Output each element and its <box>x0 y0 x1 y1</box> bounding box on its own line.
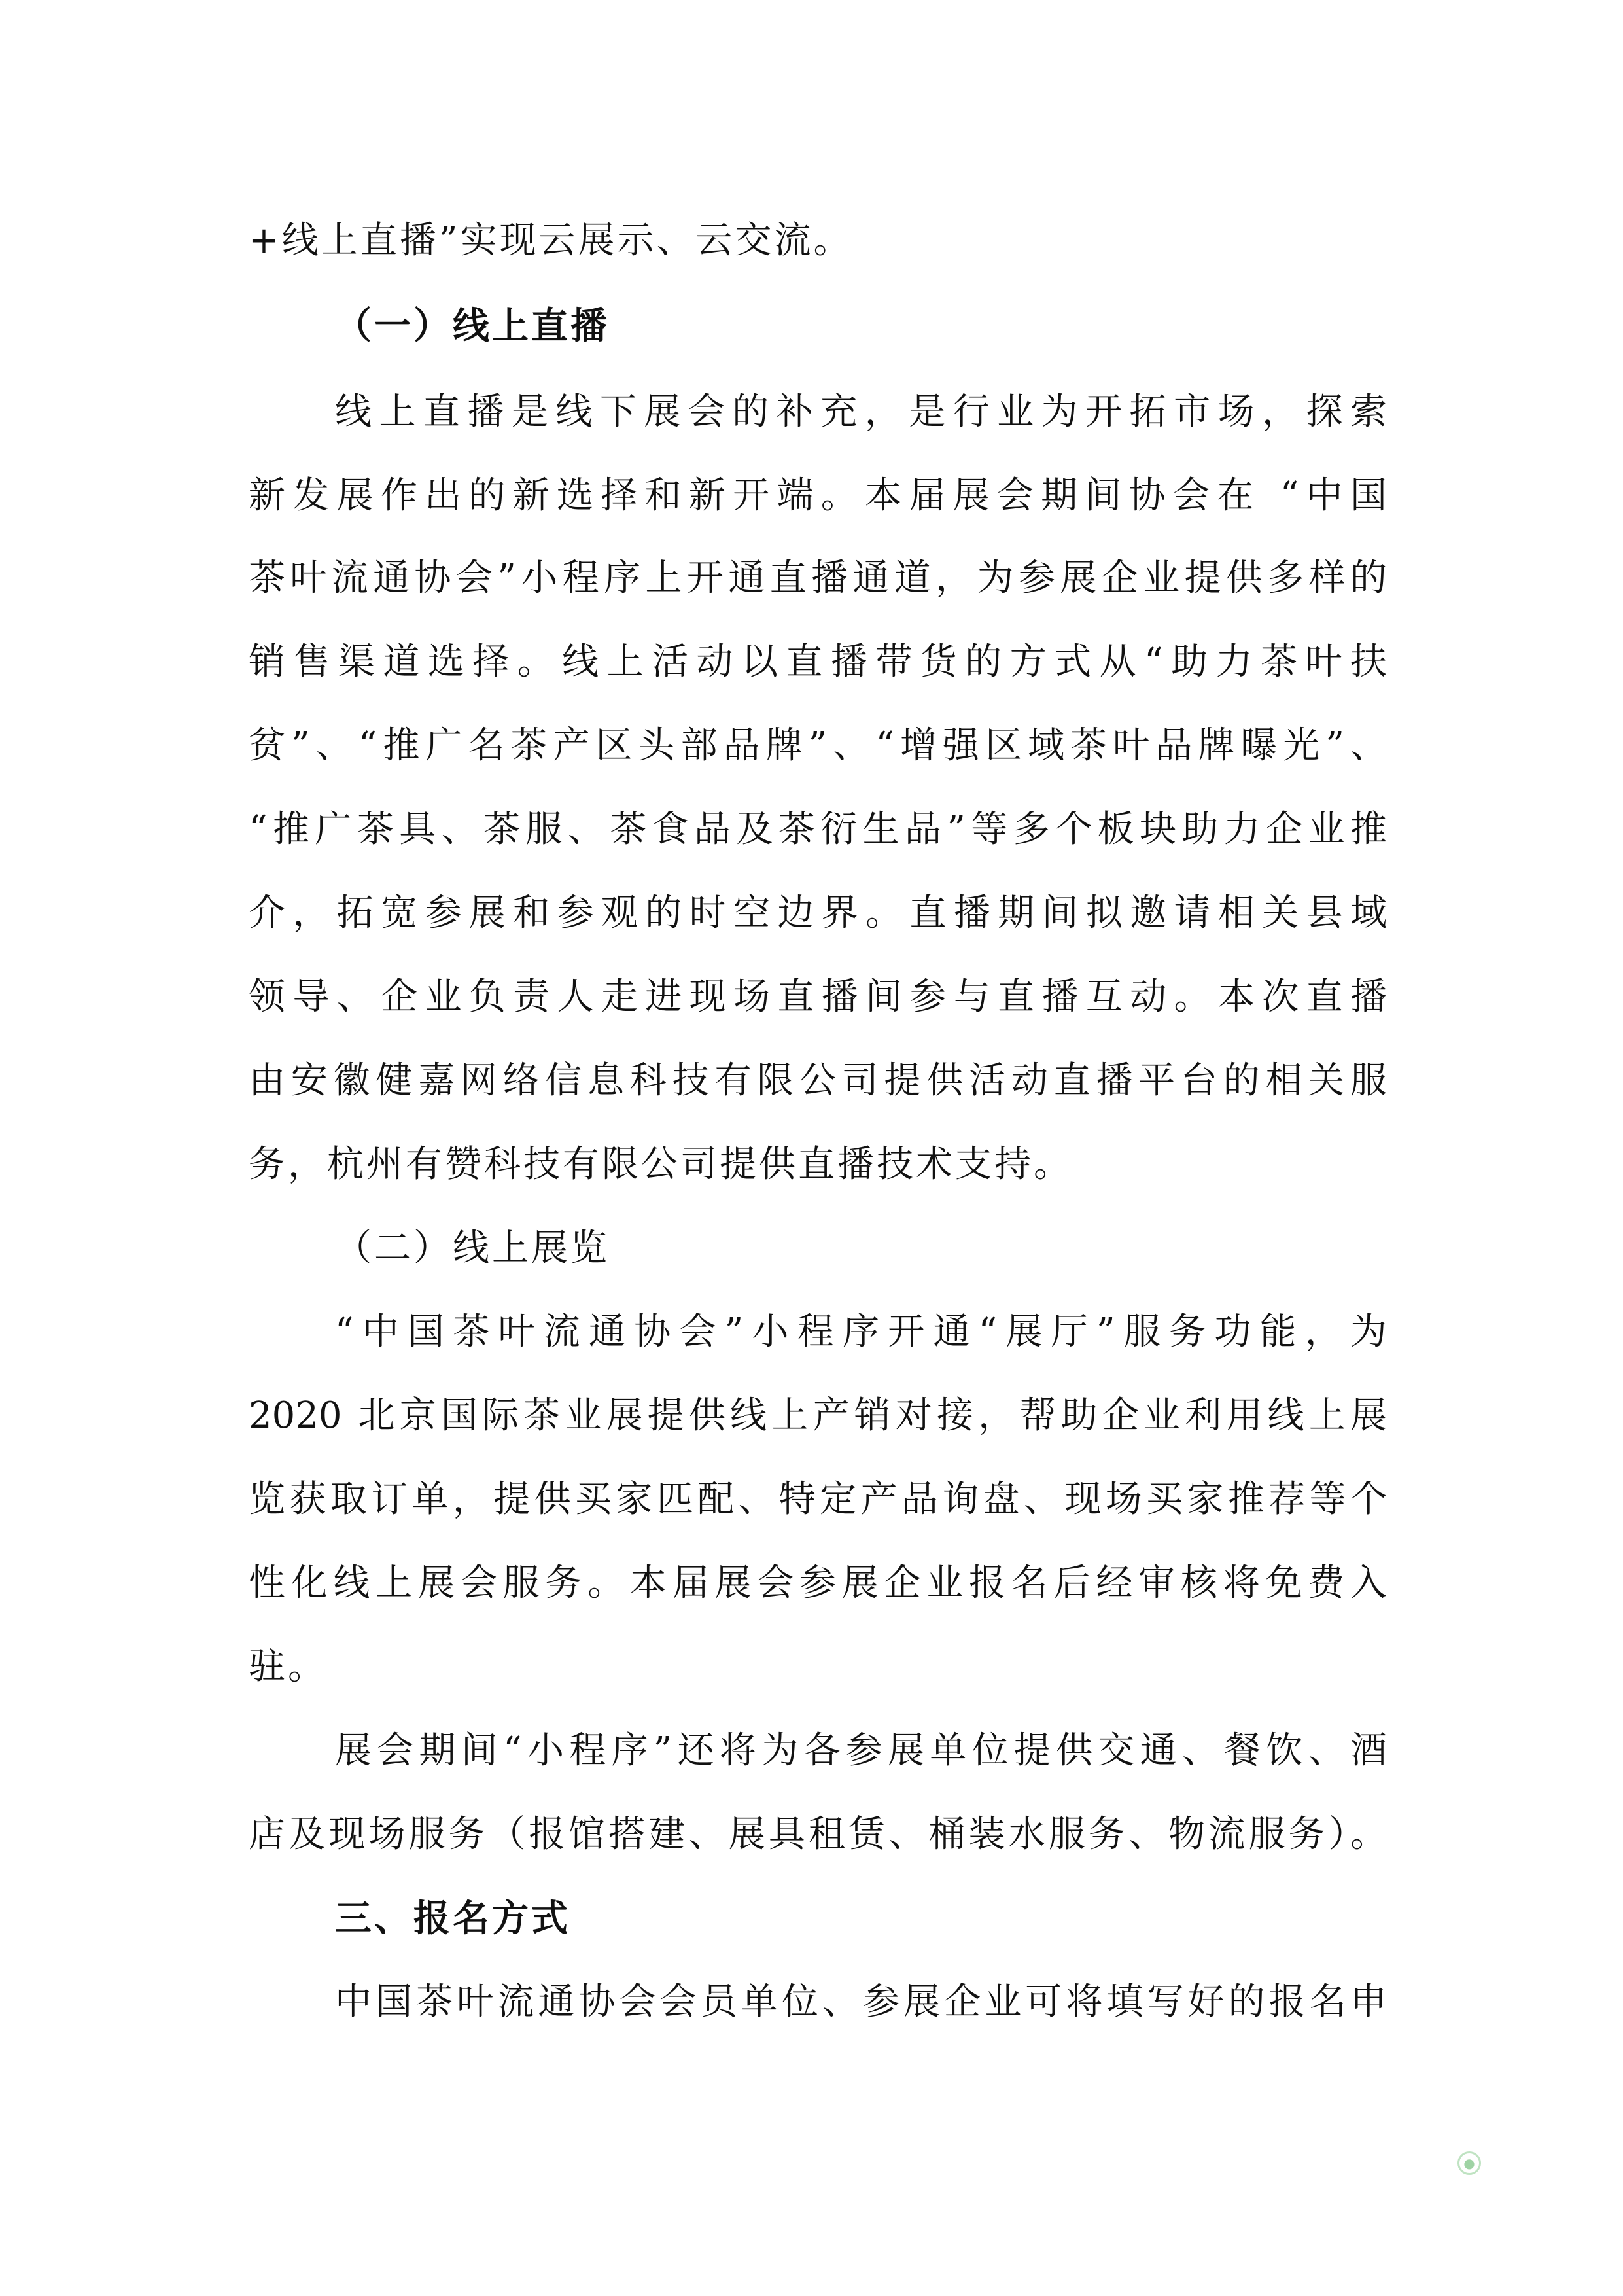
paragraph-line: 店及现场服务（报馆搭建、展具租赁、桶装水服务、物流服务）。 <box>249 1813 1387 1856</box>
paragraph-line: 驻。 <box>249 1646 327 1688</box>
paragraph-line: 新发展作出的新选择和新开端。本届展会期间协会在 “中国 <box>249 474 1387 517</box>
paragraph-line: 贫”、“推广名茶产区头部品牌”、“增强区域茶叶品牌曝光”、 <box>249 724 1387 767</box>
paragraph-line: 览获取订单，提供买家匹配、特定产品询盘、现场买家推荐等个 <box>249 1478 1387 1521</box>
paragraph-line: 务，杭州有赞科技有限公司提供直播技术支持。 <box>249 1143 1073 1186</box>
section-heading: （二）线上展览 <box>335 1227 610 1269</box>
section-heading: 三、报名方式 <box>335 1897 570 1940</box>
paragraph-line: 中国茶叶流通协会会员单位、参展企业可将填写好的报名申 <box>335 1981 1387 2023</box>
paragraph-line: 领导、企业负责人走进现场直播间参与直播互动。本次直播 <box>249 976 1387 1018</box>
paragraph-line: “中国茶叶流通协会”小程序开通“展厅”服务功能，为 <box>335 1311 1387 1353</box>
corner-stamp-icon: ● <box>1457 2151 1481 2175</box>
paragraph-line: 茶叶流通协会”小程序上开通直播通道，为参展企业提供多样的 <box>249 557 1387 599</box>
paragraph-line: 介，拓宽参展和参观的时空边界。直播期间拟邀请相关县域 <box>249 892 1387 934</box>
paragraph-line: 2020 北京国际茶业展提供线上产销对接，帮助企业利用线上展 <box>249 1394 1387 1437</box>
paragraph-line: “推广茶具、茶服、茶食品及茶衍生品”等多个板块助力企业推 <box>249 808 1387 851</box>
section-heading: （一）线上直播 <box>335 304 610 347</box>
paragraph-line: +线上直播”实现云展示、云交流。 <box>249 219 853 262</box>
paragraph-line: 展会期间“小程序”还将为各参展单位提供交通、餐饮、酒 <box>335 1729 1387 1772</box>
paragraph-line: 由安徽健嘉网络信息科技有限公司提供活动直播平台的相关服 <box>249 1059 1387 1102</box>
paragraph-line: 销售渠道选择。线上活动以直播带货的方式从“助力茶叶扶 <box>249 641 1387 683</box>
paragraph-line: 性化线上展会服务。本届展会参展企业报名后经审核将免费入 <box>249 1562 1387 1604</box>
paragraph-line: 线上直播是线下展会的补充，是行业为开拓市场，探索 <box>335 391 1387 433</box>
